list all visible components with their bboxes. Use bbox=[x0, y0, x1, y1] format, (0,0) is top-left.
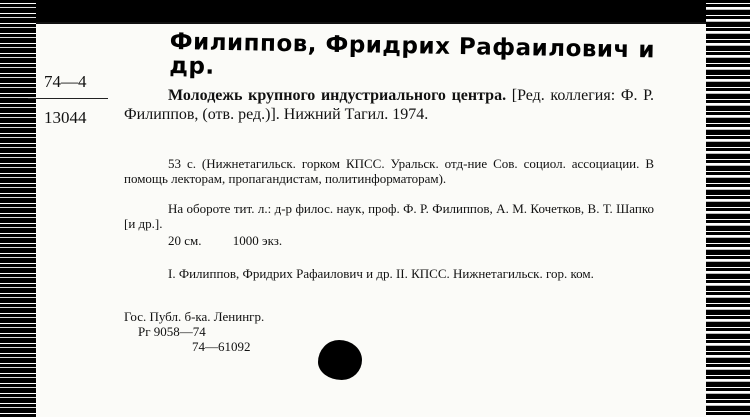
entry-title: Молодежь крупного индустриального центра. bbox=[168, 87, 507, 104]
verso-note-text: На обороте тит. л.: д-р филос. наук, проф. Ф. Р. Филиппов, А. М. Кочетков, В. Т. Шапко [и др.]. bbox=[124, 201, 654, 231]
verso-note bbox=[124, 201, 654, 231]
holding-number-1: Рг 9058—74 bbox=[138, 324, 206, 339]
print-run-text: 1000 экз. bbox=[232, 233, 283, 248]
subject-entries-text: I. Филиппов, Фридрих Рафаилович и др. II. КПСС. Нижнетагильск. гор. ком. bbox=[168, 266, 594, 281]
scan-top-border bbox=[0, 0, 750, 22]
ink-blot bbox=[318, 340, 362, 380]
subject-entries bbox=[124, 266, 654, 281]
shelfmark-bottom: 13044 bbox=[44, 108, 87, 127]
size-and-print-run bbox=[124, 233, 654, 248]
holding-library: Гос. Публ. б-ка. Ленингр. bbox=[124, 309, 265, 324]
shelfmark-divider bbox=[28, 98, 108, 99]
holding-number-2: 74—61092 bbox=[192, 339, 251, 354]
handwritten-author-note: Филиппов, Фридрих Рафаилович и др. bbox=[169, 29, 656, 80]
shelfmark-top: 74—4 bbox=[44, 72, 87, 91]
physical-description bbox=[124, 156, 654, 186]
entry-title-block bbox=[124, 86, 654, 124]
scan-right-edge bbox=[706, 0, 750, 417]
scan-left-edge bbox=[0, 0, 36, 417]
holding-information bbox=[124, 309, 264, 354]
entry-title-rest: [Ред. коллегия: Ф. Р. Филиппов, (отв. ред.)]. Нижний Тагил. 1974. bbox=[124, 87, 655, 123]
physical-description-text: 53 с. (Нижнетагильск. горком КПСС. Уральск. отд-ние Сов. социол. ассоциации. В помощь лекторам, пропагандистам, политинформаторам). bbox=[124, 156, 654, 186]
size-text: 20 см. bbox=[168, 233, 202, 248]
